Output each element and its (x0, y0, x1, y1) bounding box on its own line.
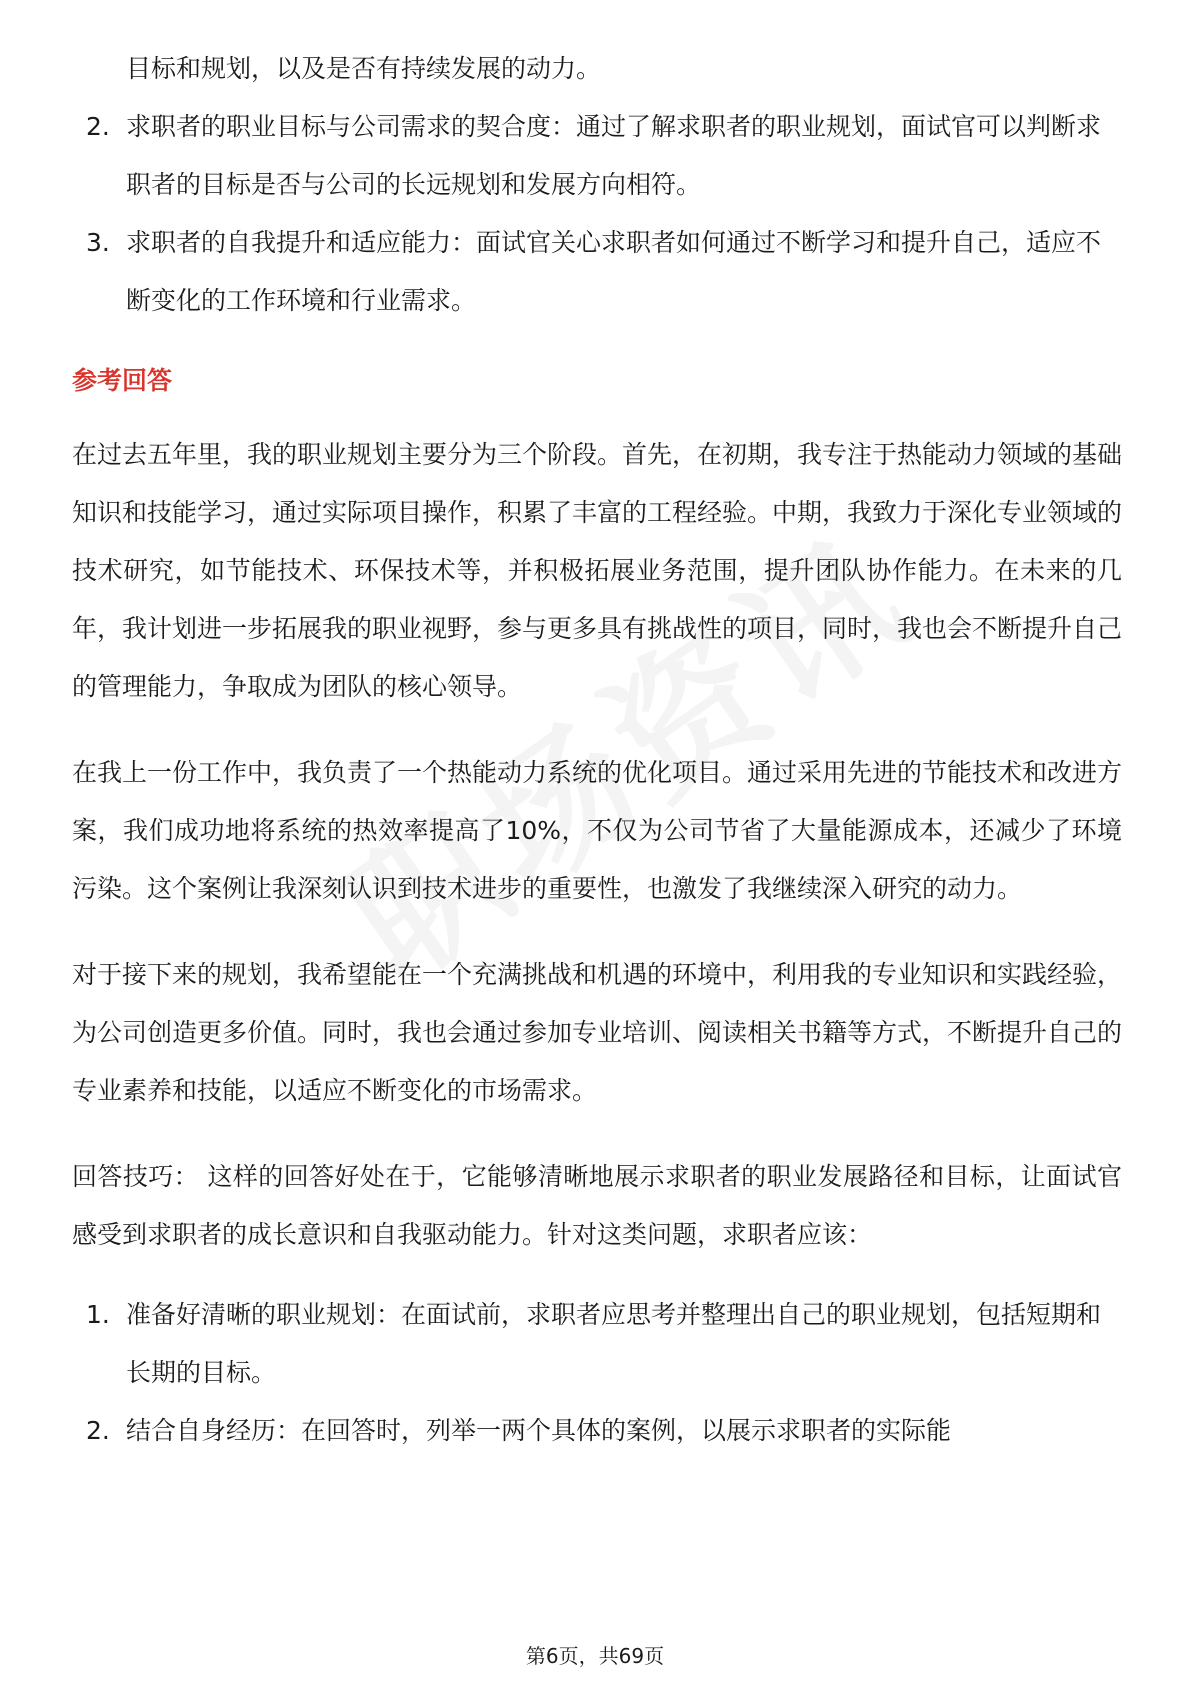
list-item (72, 1402, 1122, 1460)
list-item-text: 准备好清晰的职业规划：在面试前，求职者应思考并整理出自己的职业规划，包括短期和长期的目标。 (126, 1300, 1102, 1387)
list-item-number: 2. (86, 1416, 110, 1445)
list-item-number: 3. (86, 228, 110, 257)
section-heading: 参考回答 (72, 366, 173, 395)
page-footer: 第6页，共69页 (525, 1644, 665, 1668)
answer-paragraph: 对于接下来的规划，我希望能在一个充满挑战和机遇的环境中，利用我的专业知识和实践经验，为公司创造更多价值。同时，我也会通过参加专业培训、阅读相关书籍等方式，不断提升自己的专业素养和技能，以适应不断变化的市场需求。 (72, 960, 1123, 1105)
list-item-number: 1. (86, 1300, 110, 1329)
page-content (72, 40, 1122, 1460)
tips-paragraph: 回答技巧： 这样的回答好处在于，它能够清晰地展示求职者的职业发展路径和目标，让面试官感受到求职者的成长意识和自我驱动能力。针对这类问题，求职者应该： (72, 1162, 1122, 1249)
list-item (72, 98, 1122, 214)
list-item-text: 求职者的自我提升和适应能力：面试官关心求职者如何通过不断学习和提升自己，适应不断变化的工作环境和行业需求。 (126, 228, 1102, 315)
list-item-text: 结合自身经历：在回答时，列举一两个具体的案例，以展示求职者的实际能 (126, 1416, 952, 1445)
answer-paragraph: 在我上一份工作中，我负责了一个热能动力系统的优化项目。通过采用先进的节能技术和改进方案，我们成功地将系统的热效率提高了10%，不仅为公司节省了大量能源成本，还减少了环境污染。这个案例让我深刻认识到技术进步的重要性，也激发了我继续深入研究的动力。 (72, 758, 1123, 903)
list-item-continuation: 目标和规划，以及是否有持续发展的动力。 (126, 54, 602, 83)
top-numbered-list (72, 98, 1122, 330)
list-item (72, 214, 1122, 330)
list-item-text: 求职者的职业目标与公司需求的契合度：通过了解求职者的职业规划，面试官可以判断求职者的目标是否与公司的长远规划和发展方向相符。 (126, 112, 1102, 199)
answer-paragraph: 在过去五年里，我的职业规划主要分为三个阶段。首先，在初期，我专注于热能动力领域的基础知识和技能学习，通过实际项目操作，积累了丰富的工程经验。中期，我致力于深化专业领域的技术研究，如节能技术、环保技术等，并积极拓展业务范围，提升团队协作能力。在未来的几年，我计划进一步拓展我的职业视野，参与更多具有挑战性的项目，同时，我也会不断提升自己的管理能力，争取成为团队的核心领导。 (72, 440, 1123, 701)
list-item (72, 1286, 1122, 1402)
bottom-numbered-list (72, 1286, 1122, 1460)
list-item-number: 2. (86, 112, 110, 141)
